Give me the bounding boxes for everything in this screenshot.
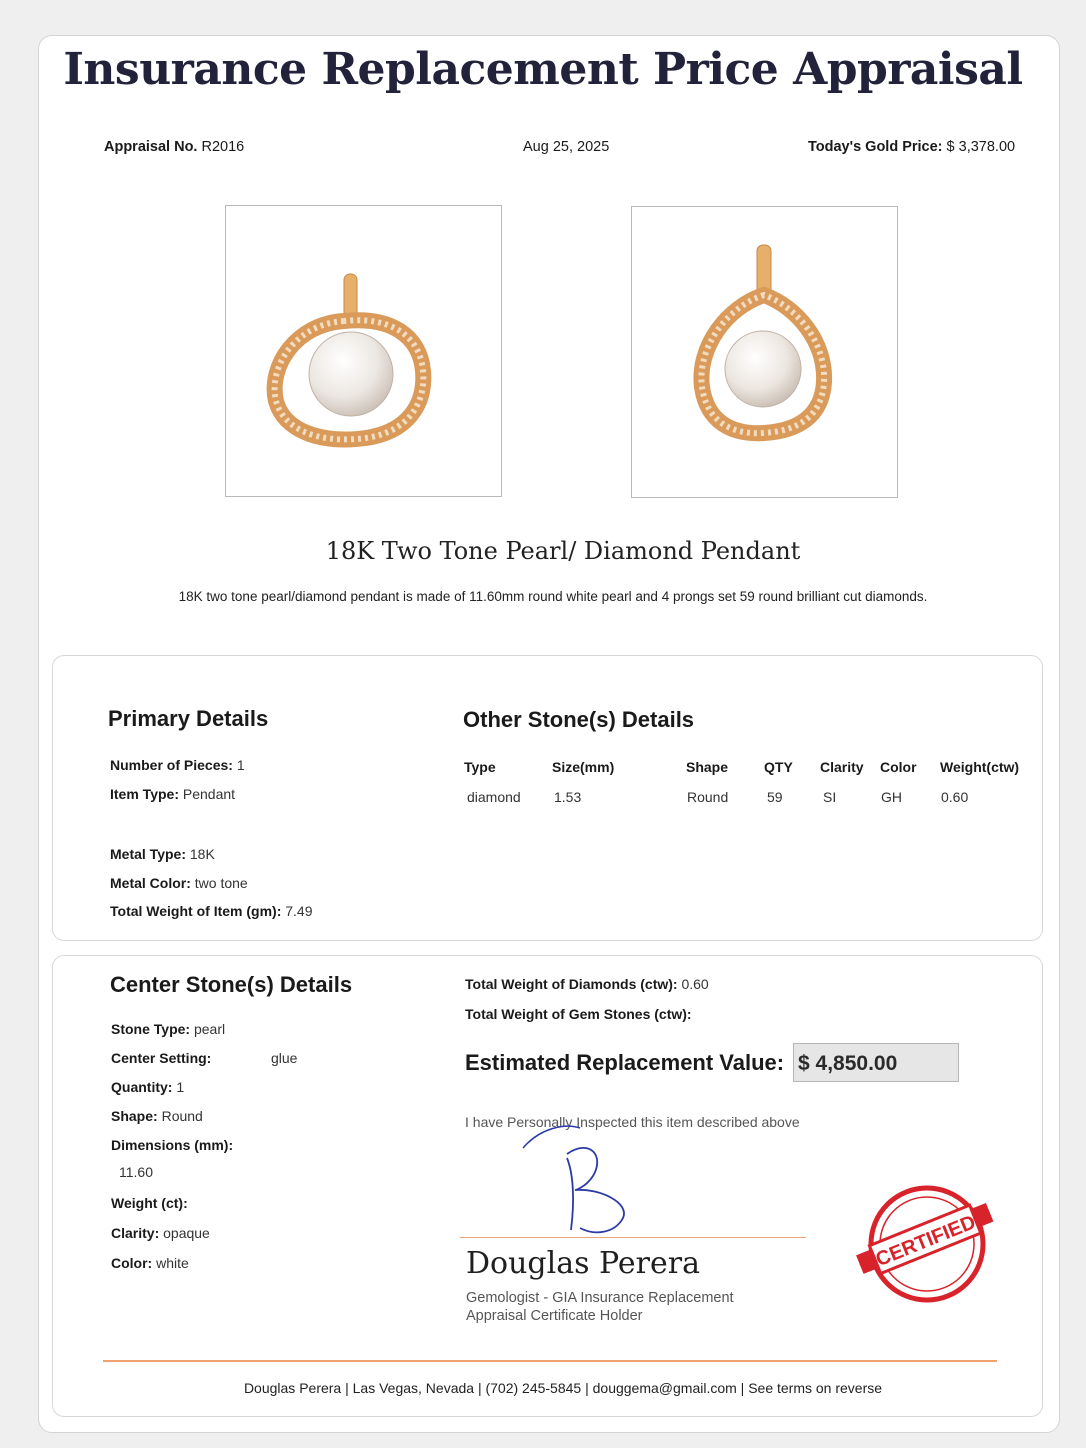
table-cell: 0.60 [941, 789, 969, 805]
primary-label: Metal Type: [110, 846, 186, 862]
primary-value: 7.49 [285, 903, 313, 919]
signature-scribble [505, 1118, 645, 1238]
center-row-clarity [111, 1225, 210, 1241]
primary-row [110, 875, 248, 891]
pendant-photo-angle [631, 206, 898, 498]
appraiser-title-line2: Appraisal Certificate Holder [466, 1308, 643, 1324]
primary-value: Pendant [182, 786, 236, 802]
table-cell: SI [823, 789, 837, 805]
other-stones-heading: Other Stone(s) Details [463, 707, 695, 732]
column-header: QTY [764, 759, 793, 775]
center-dimensions-value: 11.60 [119, 1164, 153, 1180]
center-setting-value: glue [271, 1050, 298, 1066]
primary-value: two tone [194, 875, 248, 891]
appraiser-title-line1: Gemologist - GIA Insurance Replacement [466, 1290, 734, 1306]
total-gem-stones [465, 1006, 692, 1022]
gold-price-label: Today's Gold Price: [808, 139, 943, 155]
total-diamonds-label: Total Weight of Diamonds (ctw): [465, 976, 678, 992]
primary-details-heading: Primary Details [108, 706, 269, 731]
page-title: Insurance Replacement Price Appraisal [63, 44, 1023, 95]
primary-label: Number of Pieces: [110, 757, 233, 773]
center-value: opaque [163, 1225, 210, 1241]
primary-row [110, 757, 245, 773]
inspection-statement: I have Personally Inspected this item described above [465, 1114, 800, 1130]
item-title: 18K Two Tone Pearl/ Diamond Pendant [325, 537, 801, 565]
center-row-dimensions [111, 1137, 233, 1153]
center-label: Dimensions (mm): [111, 1137, 234, 1153]
total-diamonds [465, 976, 709, 992]
table-cell: diamond [467, 789, 521, 805]
gold-price [808, 139, 1015, 155]
total-gem-stones-label: Total Weight of Gem Stones (ctw): [465, 1006, 692, 1022]
table-cell: 59 [767, 789, 783, 805]
center-row-setting [111, 1050, 211, 1066]
center-row-quantity [111, 1079, 184, 1095]
primary-label: Metal Color: [110, 875, 191, 891]
center-value: white [156, 1255, 189, 1271]
appraiser-name: Douglas Perera [466, 1246, 700, 1281]
column-header: Color [880, 759, 917, 775]
center-label: Stone Type: [111, 1021, 191, 1037]
pendant-photo-front [225, 205, 502, 497]
certified-stamp [855, 1180, 1000, 1310]
item-description: 18K two tone pearl/diamond pendant is made of 11.60mm round white pearl and 4 prongs set 59 round brilliant cut diamonds. [178, 589, 928, 604]
primary-label: Total Weight of Item (gm): [110, 903, 282, 919]
footer-divider [103, 1360, 997, 1362]
center-row-color [111, 1255, 189, 1271]
table-cell: Round [687, 789, 729, 805]
column-header: Size(mm) [552, 759, 615, 775]
column-header: Clarity [820, 759, 864, 775]
primary-value: 1 [236, 757, 245, 773]
center-row-shape [111, 1108, 203, 1124]
primary-row [110, 786, 235, 802]
replacement-value-box: $ 4,850.00 [793, 1043, 959, 1082]
appraisal-number-value: R2016 [201, 139, 245, 155]
footer-contact: Douglas Perera | Las Vegas, Nevada | (702) 245-5845 | douggema@gmail.com | See terms on reverse [243, 1380, 883, 1396]
replacement-value-label: Estimated Replacement Value: [465, 1050, 785, 1075]
center-row-stone-type [111, 1021, 225, 1037]
center-label: Shape: [111, 1108, 158, 1124]
center-label: Clarity: [111, 1225, 160, 1241]
center-label: Color: [111, 1255, 153, 1271]
column-header: Shape [686, 759, 729, 775]
appraisal-number [104, 139, 244, 155]
center-value: Round [161, 1108, 203, 1124]
center-value: 1 [176, 1079, 185, 1095]
column-header: Weight(ctw) [940, 759, 1020, 775]
total-diamonds-value: 0.60 [681, 976, 709, 992]
primary-row [110, 846, 215, 862]
column-header: Type [464, 759, 496, 775]
center-label: Quantity: [111, 1079, 173, 1095]
signature-line [460, 1237, 806, 1238]
center-row-weight [111, 1195, 188, 1211]
table-cell: GH [881, 789, 902, 805]
gold-price-value: $ 3,378.00 [946, 139, 1016, 155]
svg-text:★CERTIFIED★: ★CERTIFIED★ [856, 1204, 996, 1278]
center-value: pearl [193, 1021, 226, 1037]
center-stone-heading: Center Stone(s) Details [110, 972, 353, 997]
center-label: Center Setting: [111, 1050, 212, 1066]
center-label: Weight (ct): [111, 1195, 188, 1211]
primary-label: Item Type: [110, 786, 179, 802]
table-cell: 1.53 [554, 789, 582, 805]
primary-value: 18K [189, 846, 215, 862]
appraisal-date: Aug 25, 2025 [523, 139, 610, 155]
appraisal-number-label: Appraisal No. [104, 139, 198, 155]
primary-row [110, 903, 313, 919]
